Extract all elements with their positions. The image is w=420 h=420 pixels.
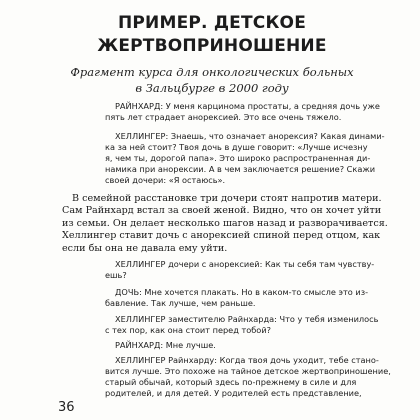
dialogue-paragraph bbox=[105, 101, 380, 123]
title-line: ПРИМЕР. ДЕТСКОЕ bbox=[117, 13, 307, 33]
text-line: ХЕЛЛИНГЕР заместителю Райнхарда: Что у тебя изменилось bbox=[115, 314, 379, 324]
text-line: я, чем ты, дорогой папа». Это широко распространенная ди- bbox=[105, 153, 371, 163]
text-line: из семьи. Он делает несколько шагов назад и разворачивается. bbox=[62, 217, 388, 229]
dialogue-paragraph bbox=[105, 287, 373, 309]
dialogue-paragraph bbox=[105, 131, 385, 186]
dialogue-paragraph bbox=[105, 259, 373, 281]
text-line: Сам Райнхард встал за своей женой. Видно, что он хочет уйти bbox=[62, 205, 382, 217]
text-line: РАЙНХАРД: У меня карцинома простаты, а средняя дочь уже bbox=[115, 101, 380, 111]
page-number: 36 bbox=[58, 400, 75, 415]
subtitle-line: в Зальцбурге в 2000 году bbox=[135, 81, 289, 95]
title-line: ЖЕРТВОПРИНОШЕНИЕ bbox=[97, 36, 327, 56]
text-line: старый обычай, который здесь по-прежнему в силе и для bbox=[105, 377, 357, 387]
text-line: В семейной расстановке три дочери стоят напротив матери. bbox=[72, 193, 382, 204]
dialogue-paragraph bbox=[105, 340, 373, 351]
text-line: родителей, и для детей. У родителей есть представление, bbox=[105, 388, 362, 398]
text-line: ешь? bbox=[105, 270, 127, 280]
text-line: ка за ней стоит? Твоя дочь в душе говорит: «Лучше исчезну bbox=[105, 142, 368, 152]
text-line: ДОЧЬ: Мне хочется плакать. Но в каком-то смысле это из- bbox=[115, 287, 369, 297]
text-line: пять лет страдает анорексией. Это все очень тяжело. bbox=[105, 112, 342, 122]
text-line: бавление. Так лучше, чем раньше. bbox=[105, 298, 256, 308]
narrative-paragraph bbox=[62, 193, 388, 255]
subtitle-line: Фрагмент курса для онкологических больных bbox=[70, 65, 354, 79]
text-line: если бы она не давала ему уйти. bbox=[62, 242, 228, 254]
text-line: ХЕЛЛИНГЕР: Знаешь, что означает анорексия? Какая динами- bbox=[115, 131, 385, 141]
text-line: Хеллингер ставит дочь с анорексией спиной перед отцом, как bbox=[62, 230, 381, 242]
text-line: с тех пор, как она стоит перед тобой? bbox=[105, 325, 271, 335]
text-line: вится лучше. Это похоже на тайное детское жертвоприношение, bbox=[105, 366, 391, 376]
text-line: намика при анорексии. А в чем заключается решение? Скажи bbox=[105, 164, 376, 174]
text-line: РАЙНХАРД: Мне лучше. bbox=[115, 340, 216, 350]
text-line: ХЕЛЛИНГЕР дочери с анорексией: Как ты себя там чувству- bbox=[115, 259, 375, 269]
chapter-subtitle bbox=[62, 64, 362, 96]
dialogue-paragraph bbox=[105, 355, 391, 399]
chapter-title bbox=[40, 12, 384, 58]
dialogue-paragraph bbox=[105, 314, 379, 336]
text-line: ХЕЛЛИНГЕР Райнхарду: Когда твоя дочь уходит, тебе стано- bbox=[115, 355, 379, 365]
text-line: своей дочери: «Я остаюсь». bbox=[105, 175, 226, 185]
